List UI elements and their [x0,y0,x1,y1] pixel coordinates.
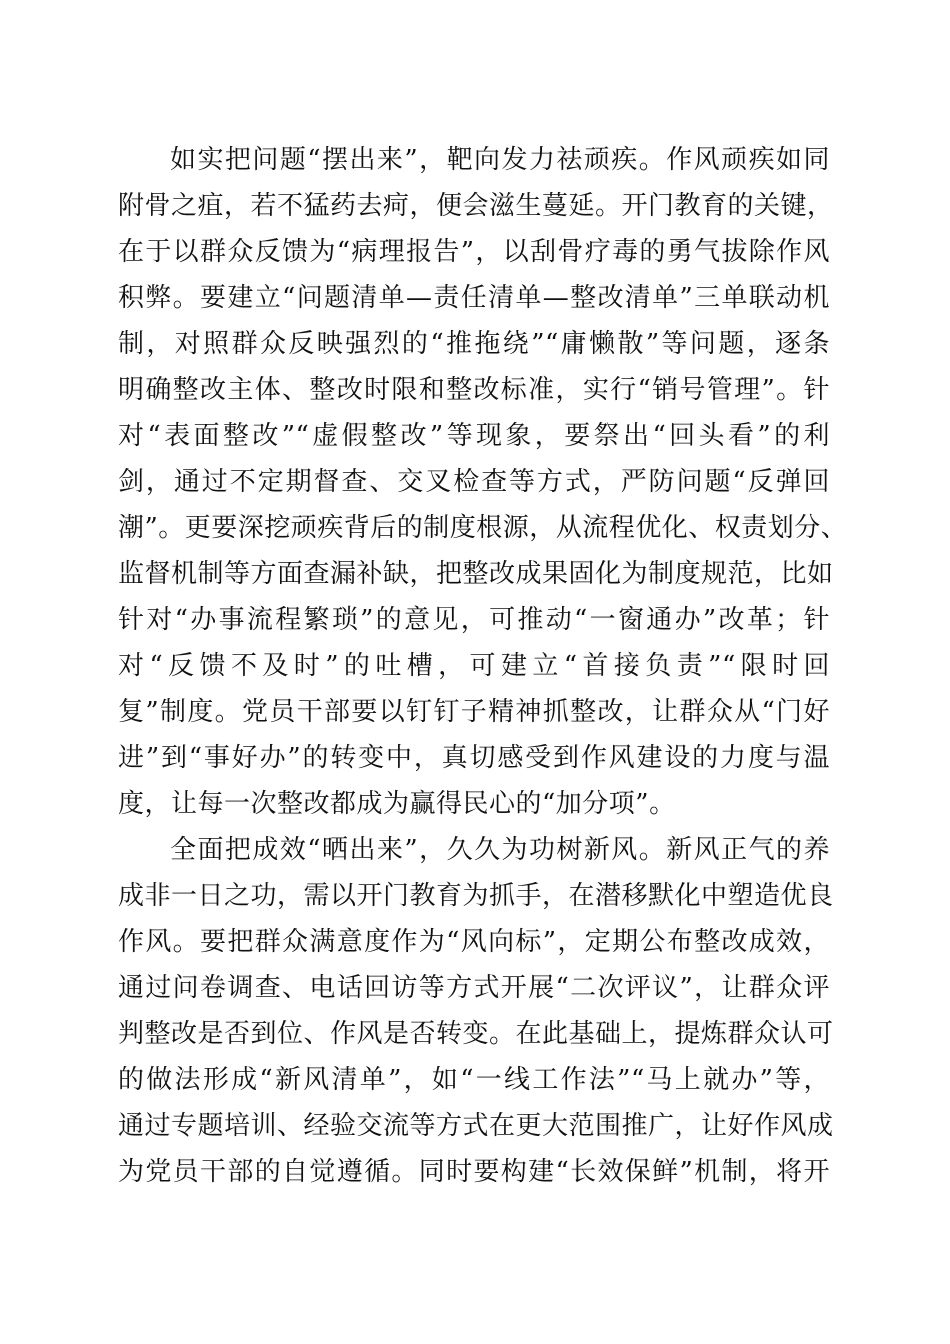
text-line: 的做法形成“新风清单”，如“一线工作法”“马上就办”等， [118,1065,830,1095]
text-line: 潮”。更要深挖顽疾背后的制度根源，从流程优化、权责划分、 [118,513,848,543]
text-line: 进”到“事好办”的转变中，真切感受到作风建设的力度与温 [118,743,830,773]
text-line: 成非一日之功，需以开门教育为抓手，在潜移默化中塑造优良 [118,881,834,911]
text-line: 剑，通过不定期督查、交叉检查等方式，严防问题“反弹回 [118,467,830,497]
document-body [118,137,848,1195]
text-line: 度，让每一次整改都成为赢得民心的“加分项”。 [118,789,676,819]
text-line: 作风。要把群众满意度作为“风向标”，定期公布整改成效， [118,927,830,957]
text-line: 全面把成效“晒出来”，久久为功树新风。新风正气的养 [170,835,830,865]
text-line: 明确整改主体、整改时限和整改标准，实行“销号管理”。针 [118,375,830,405]
text-line: 通过专题培训、经验交流等方式在更大范围推广，让好作风成 [118,1111,834,1141]
paragraph-2 [118,827,834,1195]
text-line: 对“反馈不及时”的吐槽，可建立“首接负责”“限时回 [118,651,830,681]
text-line: 为党员干部的自觉遵循。同时要构建“长效保鲜”机制，将开 [118,1157,830,1187]
text-line: 积弊。要建立“问题清单—责任清单—整改清单”三单联动机 [118,283,830,313]
text-line: 附骨之疽，若不猛药去疴，便会滋生蔓延。开门教育的关键， [118,191,834,221]
text-line: 通过问卷调查、电话回访等方式开展“二次评议”，让群众评 [118,973,830,1003]
text-line: 针对“办事流程繁琐”的意见，可推动“一窗通办”改革；针 [118,605,830,635]
text-line: 监督机制等方面查漏补缺，把整改成果固化为制度规范，比如 [118,559,834,589]
text-line: 对“表面整改”“虚假整改”等现象，要祭出“回头看”的利 [118,421,830,451]
paragraph-1 [118,137,848,827]
text-line: 复”制度。党员干部要以钉钉子精神抓整改，让群众从“门好 [118,697,830,727]
text-line: 如实把问题“摆出来”，靶向发力祛顽疾。作风顽疾如同 [170,145,830,175]
text-line: 在于以群众反馈为“病理报告”，以刮骨疗毒的勇气拔除作风 [118,237,830,267]
text-line: 判整改是否到位、作风是否转变。在此基础上，提炼群众认可 [118,1019,834,1049]
text-line: 制，对照群众反映强烈的“推拖绕”“庸懒散”等问题，逐条 [118,329,830,359]
